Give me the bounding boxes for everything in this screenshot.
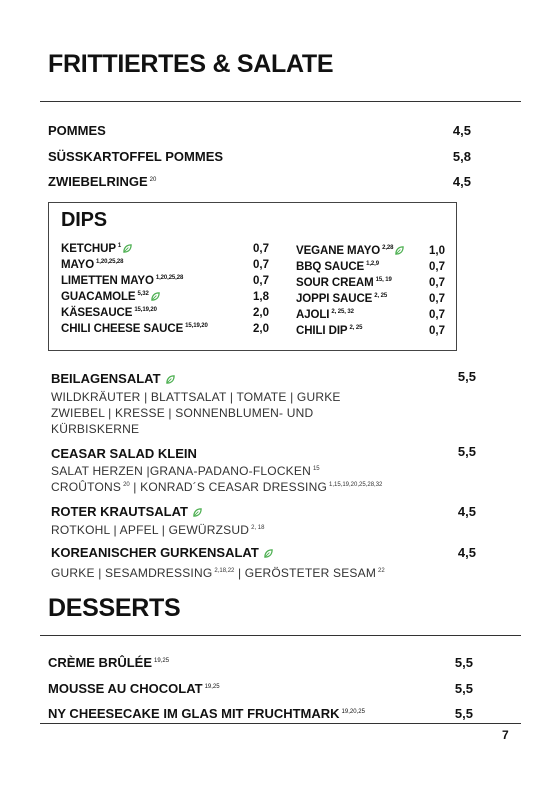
menu-item-name: POMMES bbox=[48, 123, 106, 138]
dip-item: LIMETTEN MAYO $^{1,20,25,28}$ bbox=[61, 275, 184, 287]
page-number: 7 bbox=[502, 728, 509, 742]
salad-price: 4,5 bbox=[457, 504, 476, 519]
menu-item-price: 4,5 bbox=[452, 123, 471, 138]
allergen-codes: 20 bbox=[149, 177, 157, 183]
divider bbox=[40, 723, 521, 724]
menu-item-price: 5,8 bbox=[452, 149, 471, 164]
dip-price: 0,7 bbox=[253, 243, 269, 255]
section-title-desserts: DESSERTS bbox=[48, 594, 181, 622]
dip-item: CHILI DIP $^{2, 25}$ bbox=[296, 325, 363, 337]
salad-description: KÜRBISKERNE bbox=[51, 422, 140, 436]
salad-description: ROTKOHL | APFEL | GEWÜRZSUD $^{2, 18}$ bbox=[51, 523, 265, 537]
menu-item-name: ZWIEBELRINGE $^{20}$ bbox=[48, 174, 157, 189]
dip-item: GUACAMOLE $^{5,32}$ bbox=[61, 291, 160, 303]
salad-description: ZWIEBEL | KRESSE | SONNENBLUMEN- UND bbox=[51, 406, 314, 420]
dessert-price: 5,5 bbox=[454, 706, 473, 721]
dip-price: 1,0 bbox=[429, 245, 445, 257]
salad-name: CEASAR SALAD KLEIN bbox=[51, 446, 197, 461]
dip-price: 1,8 bbox=[253, 291, 269, 303]
menu-item-price: 4,5 bbox=[452, 174, 471, 189]
dip-price: 0,7 bbox=[253, 275, 269, 287]
leaf-icon bbox=[264, 549, 273, 558]
divider bbox=[40, 635, 521, 636]
salad-price: 5,5 bbox=[457, 369, 476, 384]
dip-price: 2,0 bbox=[253, 323, 269, 335]
dessert-price: 5,5 bbox=[454, 655, 473, 670]
dessert-price: 5,5 bbox=[454, 681, 473, 696]
leaf-icon bbox=[123, 244, 132, 253]
salad-description: GURKE | SESAMDRESSING $^{2,18,22}$ | GERÖSTETER SESAM $^{22}$ bbox=[51, 566, 385, 580]
dips-box bbox=[48, 202, 457, 351]
salad-name: KOREANISCHER GURKENSALAT bbox=[51, 545, 273, 560]
section-title-fritten: FRITTIERTES & SALATE bbox=[48, 50, 334, 78]
dips-title: DIPS bbox=[61, 209, 107, 231]
dip-price: 2,0 bbox=[253, 307, 269, 319]
leaf-icon bbox=[395, 246, 404, 255]
salad-name: ROTER KRAUTSALAT bbox=[51, 504, 202, 519]
dip-item: MAYO $^{1,20,25,28}$ bbox=[61, 259, 124, 271]
dessert-name: CRÈME BRÛLÉE $^{19,25}$ bbox=[48, 655, 170, 670]
dip-item: JOPPI SAUCE $^{2, 25}$ bbox=[296, 293, 388, 305]
salad-description: WILDKRÄUTER | BLATTSALAT | TOMATE | GURKE bbox=[51, 390, 341, 404]
salad-description: CROÛTONS $^{20}$ | KONRAD´S CEASAR DRESSING $^{1,15,19,20,25,28,32}$ bbox=[51, 480, 383, 494]
dip-item: BBQ SAUCE $^{1,2,9}$ bbox=[296, 261, 379, 273]
dip-price: 0,7 bbox=[253, 259, 269, 271]
dip-price: 0,7 bbox=[429, 325, 445, 337]
dip-item: CHILI CHEESE SAUCE $^{15,19,20}$ bbox=[61, 323, 208, 335]
leaf-icon bbox=[193, 508, 202, 517]
menu-item-name: SÜSSKARTOFFEL POMMES bbox=[48, 149, 224, 164]
dip-item: VEGANE MAYO $^{2,28}$ bbox=[296, 245, 404, 257]
dessert-name: NY CHEESECAKE IM GLAS MIT FRUCHTMARK $^{19,20,25}$ bbox=[48, 706, 365, 721]
salad-price: 4,5 bbox=[457, 545, 476, 560]
leaf-icon bbox=[151, 292, 160, 301]
dip-price: 0,7 bbox=[429, 293, 445, 305]
dip-item: AJOLI $^{2, 25, 32}$ bbox=[296, 309, 354, 321]
dip-item: KÄSESAUCE $^{15,19,20}$ bbox=[61, 307, 157, 319]
divider bbox=[40, 101, 521, 102]
salad-price: 5,5 bbox=[457, 444, 476, 459]
leaf-icon bbox=[166, 375, 175, 384]
salad-description: SALAT HERZEN |GRANA-PADANO-FLOCKEN $^{15}$ bbox=[51, 464, 320, 478]
dip-price: 0,7 bbox=[429, 277, 445, 289]
dessert-name: MOUSSE AU CHOCOLAT $^{19,25}$ bbox=[48, 681, 220, 696]
dip-price: 0,7 bbox=[429, 261, 445, 273]
dip-item: SOUR CREAM $^{15, 19}$ bbox=[296, 277, 392, 289]
salad-name: BEILAGENSALAT bbox=[51, 371, 175, 386]
dip-item: KETCHUP $^1$ bbox=[61, 243, 132, 255]
dip-price: 0,7 bbox=[429, 309, 445, 321]
